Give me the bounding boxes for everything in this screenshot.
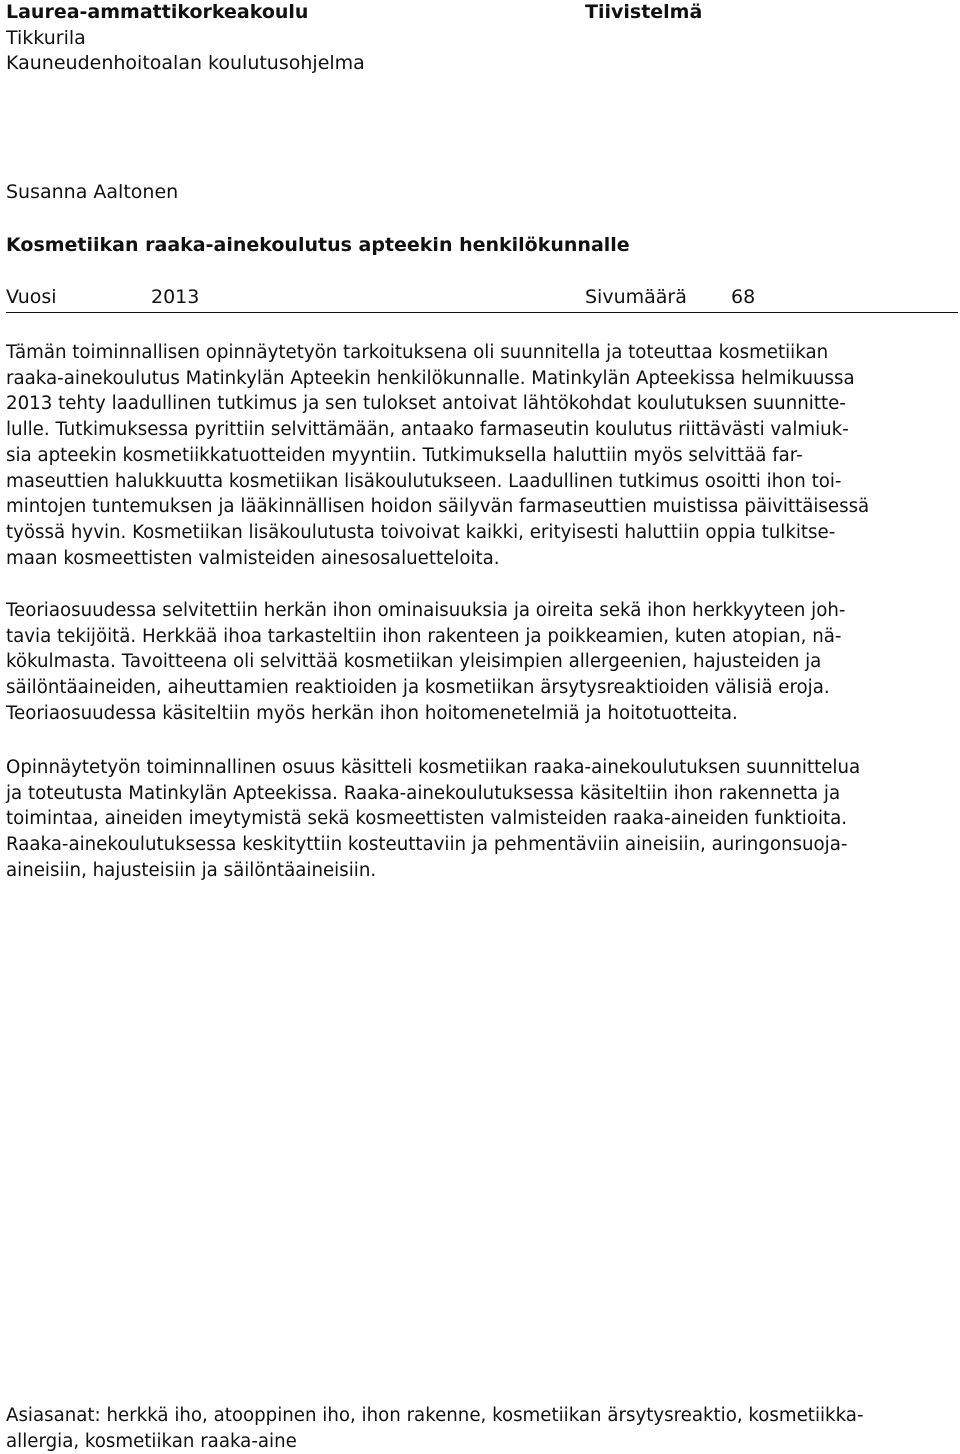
- pages-value: 68: [731, 286, 756, 308]
- text-line: Tämän toiminnallisen opinnäytetyön tarkoituksena oli suunnitella ja toteuttaa kosmetiikan: [6, 342, 829, 363]
- text-line: ja toteutusta Matinkylän Apteekissa. Raaka-ainekoulutuksessa käsiteltiin ihon rakennetta ja: [6, 782, 841, 804]
- keywords-line: Asiasanat: herkkä iho, atooppinen iho, ihon rakenne, kosmetiikan ärsytysreaktio, kosmetiikka-: [6, 1405, 864, 1426]
- text-line: sia apteekin kosmetiikkatuotteiden myyntiin. Tutkimuksella haluttiin myös selvittää far-: [6, 444, 803, 466]
- text-line: mintojen tuntemuksen ja lääkinnällisen hoidon säilyvän farmaseuttien muistissa päivittäisessä: [6, 496, 870, 518]
- abstract-paragraph-1: [6, 340, 956, 571]
- document-type: Tiivistelmä: [585, 1, 703, 23]
- institution-name: Laurea-ammattikorkeakoulu: [6, 1, 309, 23]
- text-line: toimintaa, aineiden imeytymistä sekä kosmeettisten valmisteiden raaka-aineiden funktioita.: [6, 808, 848, 830]
- year-label: Vuosi: [6, 286, 57, 308]
- text-line: Teoriaosuudessa selvitettiin herkän ihon ominaisuuksia ja oireita sekä ihon herkkyyteen joh-: [6, 600, 846, 621]
- text-line: aineisiin, hajusteisiin ja säilöntäaineisiin.: [6, 859, 377, 881]
- keywords: [6, 1403, 956, 1454]
- year-value: 2013: [151, 286, 200, 308]
- text-line: Opinnäytetyön toiminnallinen osuus käsitteli kosmetiikan raaka-ainekoulutuksen suunnittelua: [6, 757, 861, 778]
- meta-divider: [6, 312, 958, 313]
- text-line: kökulmasta. Tavoitteena oli selvittää kosmetiikan yleisimpien allergeenien, hajusteiden ja: [6, 651, 822, 673]
- programme-name: Kauneudenhoitoalan koulutusohjelma: [6, 52, 365, 74]
- author-name: Susanna Aaltonen: [6, 181, 179, 203]
- text-line: Teoriaosuudessa käsiteltiin myös herkän ihon hoitomenetelmiä ja hoitotuotteita.: [6, 702, 738, 724]
- text-line: 2013 tehty laadullinen tutkimus ja sen tulokset antoivat lähtökohdat koulutuksen suunnitte-: [6, 393, 846, 415]
- header-left: [6, 0, 365, 77]
- text-line: lulle. Tutkimuksessa pyrittiin selvittämään, antaako farmaseutin koulutus riittävästi valmiuk-: [6, 419, 849, 441]
- text-line: Raaka-ainekoulutuksessa keskityttiin kosteuttaviin ja pehmentäviin aineisiin, auringonsuoja-: [6, 834, 848, 856]
- abstract-paragraph-3: [6, 755, 956, 884]
- thesis-title: Kosmetiikan raaka-ainekoulutus apteekin henkilökunnalle: [6, 234, 630, 256]
- pages-label: Sivumäärä: [585, 286, 687, 308]
- abstract-paragraph-2: [6, 598, 956, 727]
- text-line: maseuttien halukkuutta kosmetiikan lisäkoulutukseen. Laadullinen tutkimus osoitti ihon toi-: [6, 470, 842, 492]
- keywords-line: allergia, kosmetiikan raaka-aine: [6, 1430, 297, 1452]
- text-line: työssä hyvin. Kosmetiikan lisäkoulutusta toivoivat kaikki, erityisesti haluttiin oppia tulkitse-: [6, 521, 836, 543]
- text-line: tavia tekijöitä. Herkkää ihoa tarkasteltiin ihon rakenteen ja poikkeamien, kuten atopian, nä-: [6, 625, 842, 647]
- meta-row: [6, 285, 958, 313]
- text-line: maan kosmeettisten valmisteiden ainesosaluetteloita.: [6, 547, 500, 569]
- text-line: säilöntäaineiden, aiheuttamien reaktioiden ja kosmetiikan ärsytysreaktioiden välisiä eroja.: [6, 677, 830, 699]
- campus-name: Tikkurila: [6, 26, 86, 49]
- text-line: raaka-ainekoulutus Matinkylän Apteekin henkilökunnalle. Matinkylän Apteekissa helmikuussa: [6, 367, 855, 389]
